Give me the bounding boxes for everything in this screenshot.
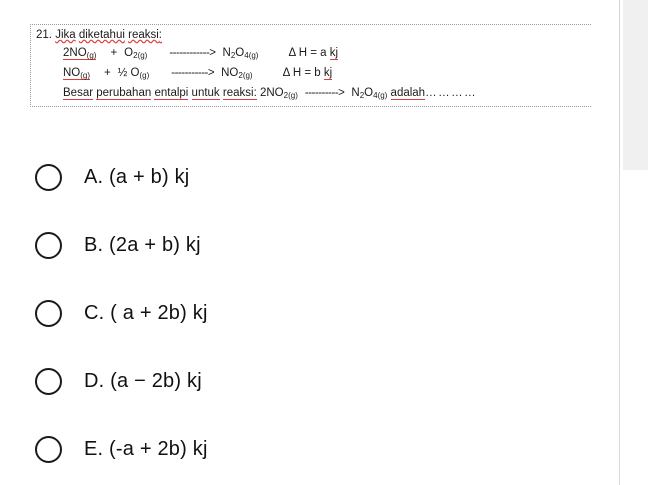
final-formula-rhs: $N_2O_{4(g)}$ xyxy=(351,87,388,101)
eq2-reactant-b: ½ $O_{(g)}$ xyxy=(117,67,150,81)
option-label-c: C. ( a + 2b) kj xyxy=(84,301,208,324)
question-stem xyxy=(31,29,591,41)
radio-button-e[interactable] xyxy=(35,436,62,463)
radio-button-a[interactable] xyxy=(35,164,62,191)
eq1-product: $N_2O_{4(g)}$ xyxy=(222,47,259,61)
option-label-e: E. (-a + 2b) kj xyxy=(84,437,208,460)
question-block xyxy=(30,24,591,107)
stem-word-reaksi: reaksi xyxy=(128,29,159,41)
stem-colon: : xyxy=(158,29,162,41)
final-word-reaksi: reaksi xyxy=(222,87,254,100)
final-colon: : xyxy=(253,87,257,100)
question-final-line xyxy=(31,87,591,99)
stem-word-jika: Jika xyxy=(55,29,76,41)
eq1-arrow: ------------> xyxy=(169,47,216,60)
eq2-arrow: -----------> xyxy=(171,67,215,80)
option-row-d[interactable] xyxy=(30,347,590,415)
radio-button-b[interactable] xyxy=(35,232,62,259)
equation-2-left xyxy=(63,67,149,79)
eq1-enthalpy: Δ H = a kj xyxy=(288,47,339,60)
eq2-enthalpy: Δ H = b kj xyxy=(282,67,333,80)
final-word-entalpi: entalpi xyxy=(154,87,189,100)
option-row-b[interactable] xyxy=(30,211,590,279)
option-label-d: D. (a − 2b) kj xyxy=(84,369,202,392)
option-row-e[interactable] xyxy=(30,415,590,483)
answer-options xyxy=(30,143,590,483)
eq2-plus: + xyxy=(104,67,111,80)
option-label-a: A. (a + b) kj xyxy=(84,165,190,188)
final-word-perubahan: perubahan xyxy=(96,87,152,100)
option-row-c[interactable] xyxy=(30,279,590,347)
right-gutter xyxy=(619,0,648,485)
final-word-besar: Besar xyxy=(63,87,94,100)
final-word-adalah: adalah xyxy=(390,87,426,100)
eq2-product: $NO_{2(g)}$ xyxy=(221,67,253,81)
eq2-reactant-a: $NO_{(g)}$ xyxy=(63,67,91,81)
equation-row-1 xyxy=(31,47,591,59)
final-formula-lhs: $2NO_{2(g)}$ xyxy=(259,87,298,101)
final-arrow: ----------> xyxy=(304,87,345,100)
question-number: 21. xyxy=(36,29,52,41)
radio-button-d[interactable] xyxy=(35,368,62,395)
final-word-untuk: untuk xyxy=(191,87,220,100)
radio-button-c[interactable] xyxy=(35,300,62,327)
eq1-plus: + xyxy=(110,47,118,60)
final-dots: ………… xyxy=(425,87,478,100)
side-panel-strip xyxy=(623,0,648,170)
option-label-b: B. (2a + b) kj xyxy=(84,233,201,256)
option-row-a[interactable] xyxy=(30,143,590,211)
eq1-reactant-b: $O_{2(g)}$ xyxy=(124,47,148,61)
stem-word-diketahui: diketahui xyxy=(78,29,125,41)
equation-row-2 xyxy=(31,67,591,79)
equation-1-left xyxy=(63,47,147,59)
eq1-reactant-a: $2NO_{(g)}$ xyxy=(63,47,97,61)
